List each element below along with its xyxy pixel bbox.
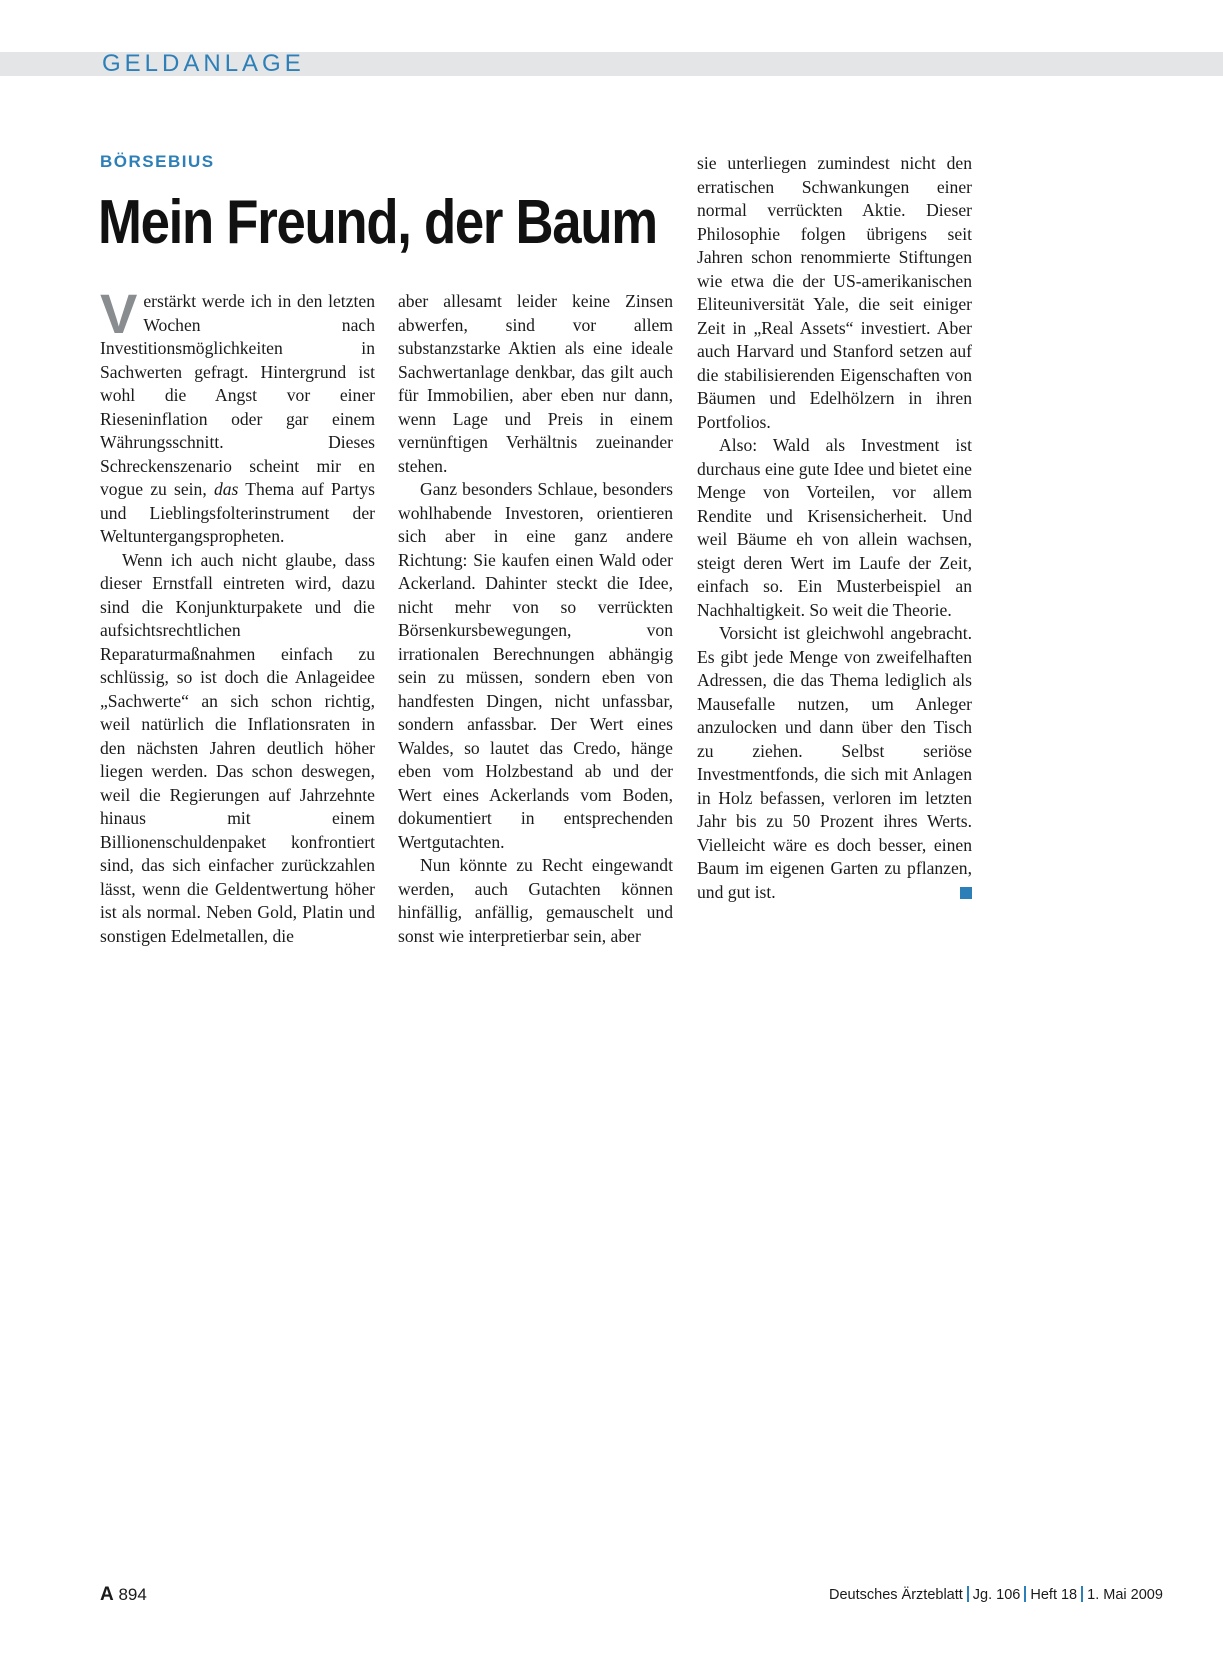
paragraph: Also: Wald als Investment ist durchaus eine gute Idee und bietet eine Menge von Vorteilen, vor allem Rendite und Krisensicherheit. Und weil Bäume eh von allein wachsen, steigt deren Wert im Laufe der Zeit, einfach so. Ein Musterbeispiel an Nachhaltigkeit. So weit die Theorie. [697, 435, 972, 620]
paragraph: Ganz besonders Schlaue, besonders wohlhabende Investoren, orientieren sich aber in eine ganz andere Richtung: Sie kaufen einen Wald oder Ackerland. Dahinter steckt die Idee, nicht mehr von so verrückten Börsenkursbewegungen, von irrationalen Berechnungen abhängig sein zu müssen, sondern eben von handfesten Dingen, nicht unfassbar, sondern anfassbar. Der Wert eines Waldes, so lautet das Credo, hänge eben vom Holzbestand ab und der Wert eines Ackerlands vom Boden, dokumentiert in entsprechenden Wertgutachten. [398, 479, 673, 852]
journal-footer [829, 1586, 1163, 1603]
article-column-3 [697, 152, 972, 904]
paragraph: aber allesamt leider keine Zinsen abwerfen, sind vor allem substanzstarke Aktien als eine ideale Sachwertanlage denkbar, das gilt auch für Immobilien, aber eben nur dann, wenn Lage und Preis in einem vernünftigen Verhältnis zueinander stehen. [398, 291, 673, 476]
emphasis: das [213, 479, 239, 499]
article-column-1 [100, 282, 375, 948]
page-letter: A [100, 1584, 114, 1605]
journal-date: 1. Mai 2009 [1087, 1587, 1163, 1603]
paragraph: Verstärkt werde ich in den letzten Wochen nach Investitionsmöglichkeiten in Sachwerten gefragt. Hintergrund ist wohl die Angst vor einer Rieseninflation oder gar einem Währungsschnitt. Dieses Schreckenszenario scheint mir en vogue zu sein, das Thema auf Partys und Lieblingsfolterinstrument der Weltuntergangspropheten. [100, 282, 375, 546]
separator [1081, 1586, 1083, 1602]
article-rubric: BÖRSEBIUS [100, 152, 215, 171]
drop-cap: V [100, 282, 138, 345]
article-column-2 [398, 290, 673, 948]
article-headline: Mein Freund, der Baum [98, 188, 657, 257]
paragraph: Nun könnte zu Recht eingewandt werden, auch Gutachten können hinfällig, anfällig, gemauschelt und sonst wie interpretierbar sein, aber [398, 855, 673, 946]
section-label: GELDANLAGE [102, 50, 305, 77]
paragraph: sie unterliegen zumindest nicht den erratischen Schwankungen einer normal verrückten Aktie. Dieser Philosophie folgen übrigens seit Jahren schon renommierte Stiftungen wie etwa die der US-amerikanischen Eliteuniversität Yale, die seit einiger Zeit in „Real Assets“ investiert. Aber auch Harvard und Stanford setzen auf die stabilisierenden Eigenschaften von Bäumen und Edelhölzern in ihren Portfolios. [697, 153, 972, 432]
page-number [100, 1584, 147, 1606]
journal-name: Deutsches Ärzteblatt [829, 1587, 963, 1603]
journal-volume: Jg. 106 [972, 1587, 1021, 1603]
paragraph: Vorsicht ist gleichwohl angebracht. Es gibt jede Menge von zweifelhaften Adressen, die das Thema lediglich als Mausefalle nutzen, um Anleger anzulocken und dann über den Tisch zu ziehen. Selbst seriöse Investmentfonds, die sich mit Anlagen in Holz befassen, verloren im letzten Jahr bis zu 50 Prozent ihres Werts. Vielleicht wäre es doch besser, einen Baum im eigenen Garten zu pflanzen, und gut ist. [697, 623, 972, 902]
end-of-article-square-icon [960, 887, 972, 899]
page-number-value: 894 [118, 1585, 147, 1604]
paragraph: Wenn ich auch nicht glaube, dass dieser Ernstfall eintreten wird, dazu sind die Konjunkturpakete und die aufsichtsrechtlichen Reparaturmaßnahmen einfach zu schlüssig, so ist doch die Anlageidee „Sachwerte“ an sich schon richtig, weil natürlich die Inflationsraten in den nächsten Jahren deutlich höher liegen werden. Das schon deswegen, weil die Regierungen auf Jahrzehnte hinaus mit einem Billionenschuldenpaket konfrontiert sind, das sich einfacher zurückzahlen lässt, wenn die Geldentwertung höher ist als normal. Neben Gold, Platin und sonstigen Edelmetallen, die [100, 549, 375, 946]
journal-issue: Heft 18 [1030, 1587, 1078, 1603]
separator [1024, 1586, 1026, 1602]
separator [967, 1586, 969, 1602]
